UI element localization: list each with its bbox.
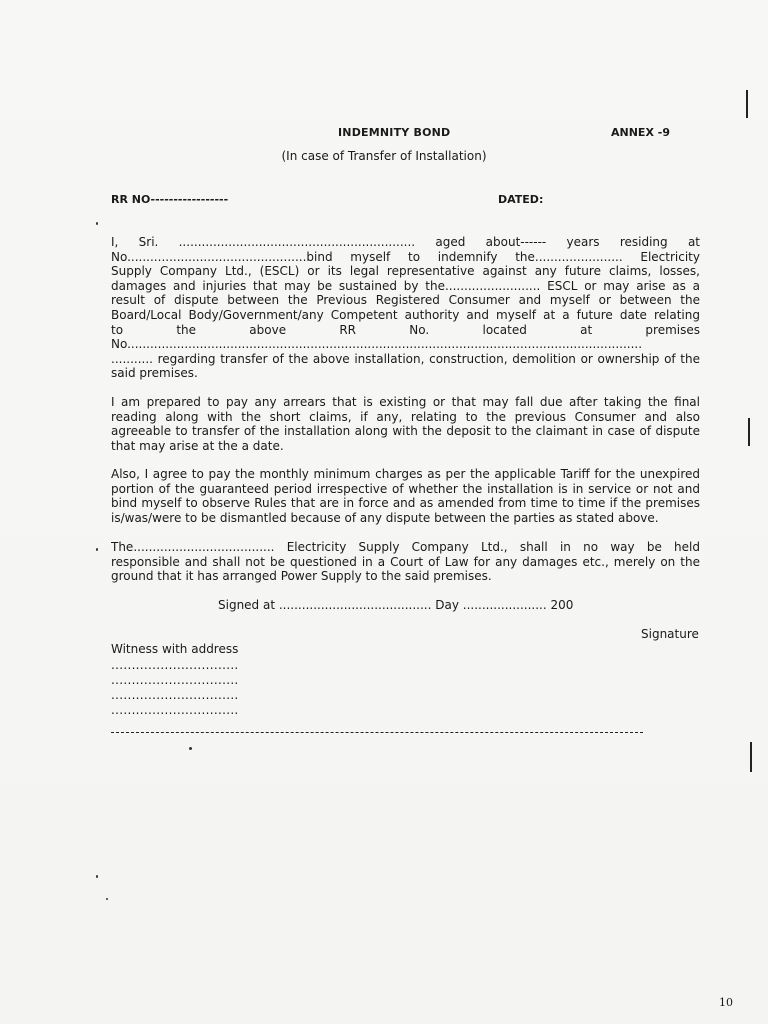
text-line: responsible and shall not be questioned in a Court of Law for any damages etc., merely on the [111, 554, 700, 569]
signed-at-line: Signed at ........................................ Day ...................... 200 [218, 598, 574, 612]
paragraph-arrears [111, 395, 700, 453]
document-subtitle: (In case of Transfer of Installation) [281, 149, 487, 163]
dashed-divider [111, 732, 643, 733]
scan-speck [96, 548, 98, 551]
scan-mark [750, 742, 752, 772]
scan-speck [106, 898, 108, 900]
text-line: agreeable to transfer of the installation along with the deposit to the claimant in case of dispute [111, 424, 700, 439]
paragraph-charges [111, 467, 700, 525]
text-line: Board/Local Body/Government/any Competent authority and myself at a future date relating [111, 307, 700, 322]
page-number: 10 [719, 996, 733, 1009]
text-line: I am prepared to pay any arrears that is existing or that may fall due after taking the final [111, 395, 700, 409]
text-line: No....................................................................................................................................... [111, 337, 643, 352]
annex-label: ANNEX -9 [611, 126, 670, 139]
text-line: is/was/were to be dismantled because of any dispute between the parties as stated above. [111, 510, 659, 525]
text-line: result of dispute between the Previous Registered Consumer and myself or between the [111, 293, 700, 308]
text-line: ground that it has arranged Power Supply to the said premises. [111, 569, 492, 584]
text-line: No...............................................bind myself to indemnify the....................... Electricity [111, 249, 700, 264]
scan-mark [746, 90, 748, 118]
paragraph-declaration [111, 235, 700, 381]
text-line: damages and injuries that may be sustained by the......................... ESCL or may arise as a [111, 278, 700, 293]
witness-line: ............................... [111, 658, 239, 672]
text-line: Also, I agree to pay the monthly minimum charges as per the applicable Tariff for the unexpired [111, 467, 700, 481]
text-line: ........... regarding transfer of the above installation, construction, demolition or ownership of the [111, 351, 700, 366]
signature-label: Signature [641, 627, 699, 641]
text-line: portion of the guaranteed period irrespective of whether the installation is in service or not and [111, 481, 700, 496]
text-line: I, Sri. .............................................................. aged about------ years residing at [111, 235, 700, 249]
witness-label: Witness with address [111, 642, 239, 656]
witness-line: ............................... [111, 673, 239, 687]
document-title: INDEMNITY BOND [338, 126, 451, 139]
scan-speck [189, 747, 192, 750]
text-line: that may arise at the a date. [111, 438, 284, 453]
paragraph-liability [111, 540, 700, 584]
text-line: to the above RR No. located at premises [111, 322, 700, 337]
text-line: reading along with the short claims, if any, relating to the previous Consumer and also [111, 409, 700, 424]
scan-mark [748, 418, 750, 446]
text-line: said premises. [111, 366, 198, 381]
dated-field: DATED: [498, 193, 544, 206]
text-line: bind myself to observe Rules that are in force and as amended from time to time if the premises [111, 496, 700, 511]
scan-speck [96, 875, 98, 878]
witness-line: ............................... [111, 688, 239, 702]
witness-line: ............................... [111, 703, 239, 717]
text-line: The..................................... Electricity Supply Company Ltd., shall in no way be held [111, 540, 700, 554]
rr-number-field: RR NO----------------- [111, 193, 229, 206]
scan-speck [96, 222, 98, 225]
text-line: Supply Company Ltd., (ESCL) or its legal representative against any future claims, losses, [111, 264, 700, 279]
